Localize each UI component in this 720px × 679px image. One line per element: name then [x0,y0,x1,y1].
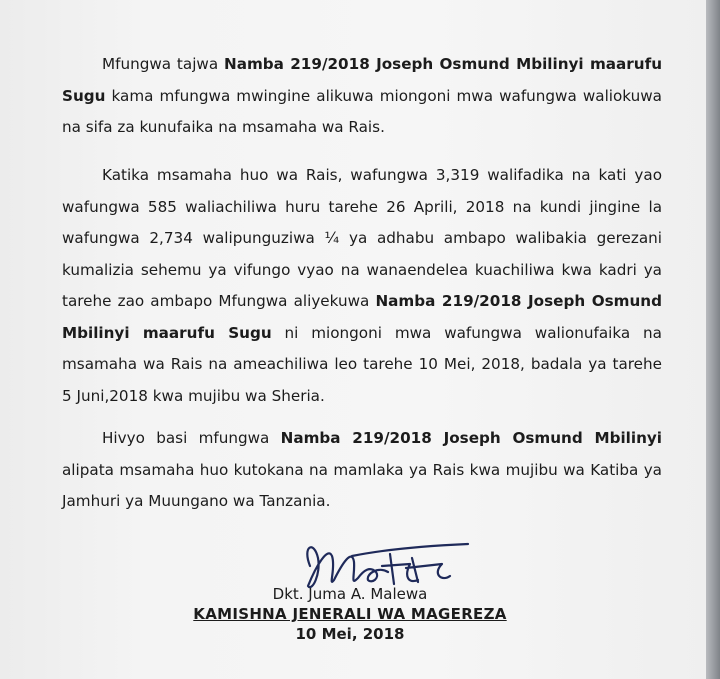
paragraph-1-text-a: Mfungwa tajwa [102,55,225,73]
paragraph-2-text-a: Katika msamaha huo wa Rais, wafungwa 3,319 walifadika na kati yao wafungwa 585 waliachiliwa huru tarehe 26 Aprili, 2018 na kundi jingine la wafungwa 2,734 walipunguziwa ¼ ya adhabu ambapo walibakia gerezani kumalizia sehemu ya vifungo vyao na wanaendelea kuachiliwa kwa kadri ya tarehe zao ambapo Mfungwa aliyekuwa [62,166,662,310]
prisoner-reference-1: Namba 219/2018 Joseph Osmund Mbilinyi maarufu Sugu [62,55,663,105]
signatory-name: Dkt. Juma A. Malewa [272,585,428,603]
paragraph-2-text-b: ni miongoni mwa wafungwa walionufaika na msamaha wa Rais na ameachiliwa leo tarehe 10 Mei, 2018, badala ya tarehe 5 Juni,2018 kwa mujibu wa Sheria. [62,323,662,405]
paragraph-1 [62,49,662,144]
paragraph-3 [62,423,662,518]
prisoner-reference-2: Namba 219/2018 Joseph Osmund Mbilinyi maarufu Sugu [62,292,662,342]
signatory-title: KAMISHNA JENERALI WA MAGEREZA [193,605,507,623]
prisoner-reference-3: Namba 219/2018 Joseph Osmund Mbilinyi [280,429,662,447]
paragraph-1-text-b: kama mfungwa mwingine alikuwa miongoni mwa wafungwa waliokuwa na sifa za kunufaika na msamaha wa Rais. [62,86,662,136]
paragraph-3-text-b: alipata msamaha huo kutokana na mamlaka ya Rais kwa mujibu wa Katiba ya Jamhuri ya Muungano wa Tanzania. [62,460,662,510]
signature-block [180,584,520,644]
paragraph-3-text-a: Hivyo basi mfungwa [102,429,281,447]
paragraph-2 [62,160,662,412]
page-edge-shadow [706,0,720,679]
letter-date: 10 Mei, 2018 [295,625,405,643]
